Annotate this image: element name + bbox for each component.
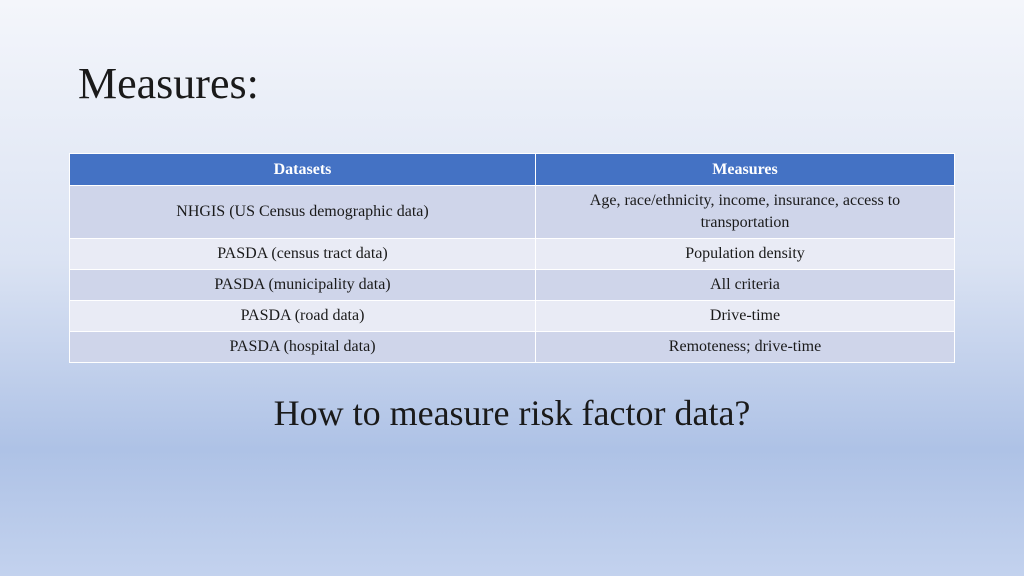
header-datasets: Datasets	[70, 154, 536, 186]
slide-subtitle: How to measure risk factor data?	[273, 393, 751, 433]
table-row	[70, 186, 955, 239]
measure-cell: Population density	[536, 239, 955, 270]
table-row	[70, 301, 955, 332]
measures-table	[69, 153, 955, 363]
measure-cell: Age, race/ethnicity, income, insurance, access to transportation	[536, 186, 955, 239]
measure-cell: All criteria	[536, 270, 955, 301]
table-row	[70, 270, 955, 301]
slide-title: Measures:	[78, 59, 259, 108]
dataset-cell: PASDA (hospital data)	[70, 332, 536, 363]
dataset-cell: PASDA (municipality data)	[70, 270, 536, 301]
table-header-row	[70, 154, 955, 186]
dataset-cell: PASDA (road data)	[70, 301, 536, 332]
measure-cell: Remoteness; drive-time	[536, 332, 955, 363]
header-measures: Measures	[536, 154, 955, 186]
table-row	[70, 332, 955, 363]
measure-cell: Drive-time	[536, 301, 955, 332]
dataset-cell: PASDA (census tract data)	[70, 239, 536, 270]
dataset-cell: NHGIS (US Census demographic data)	[70, 186, 536, 239]
table-row	[70, 239, 955, 270]
